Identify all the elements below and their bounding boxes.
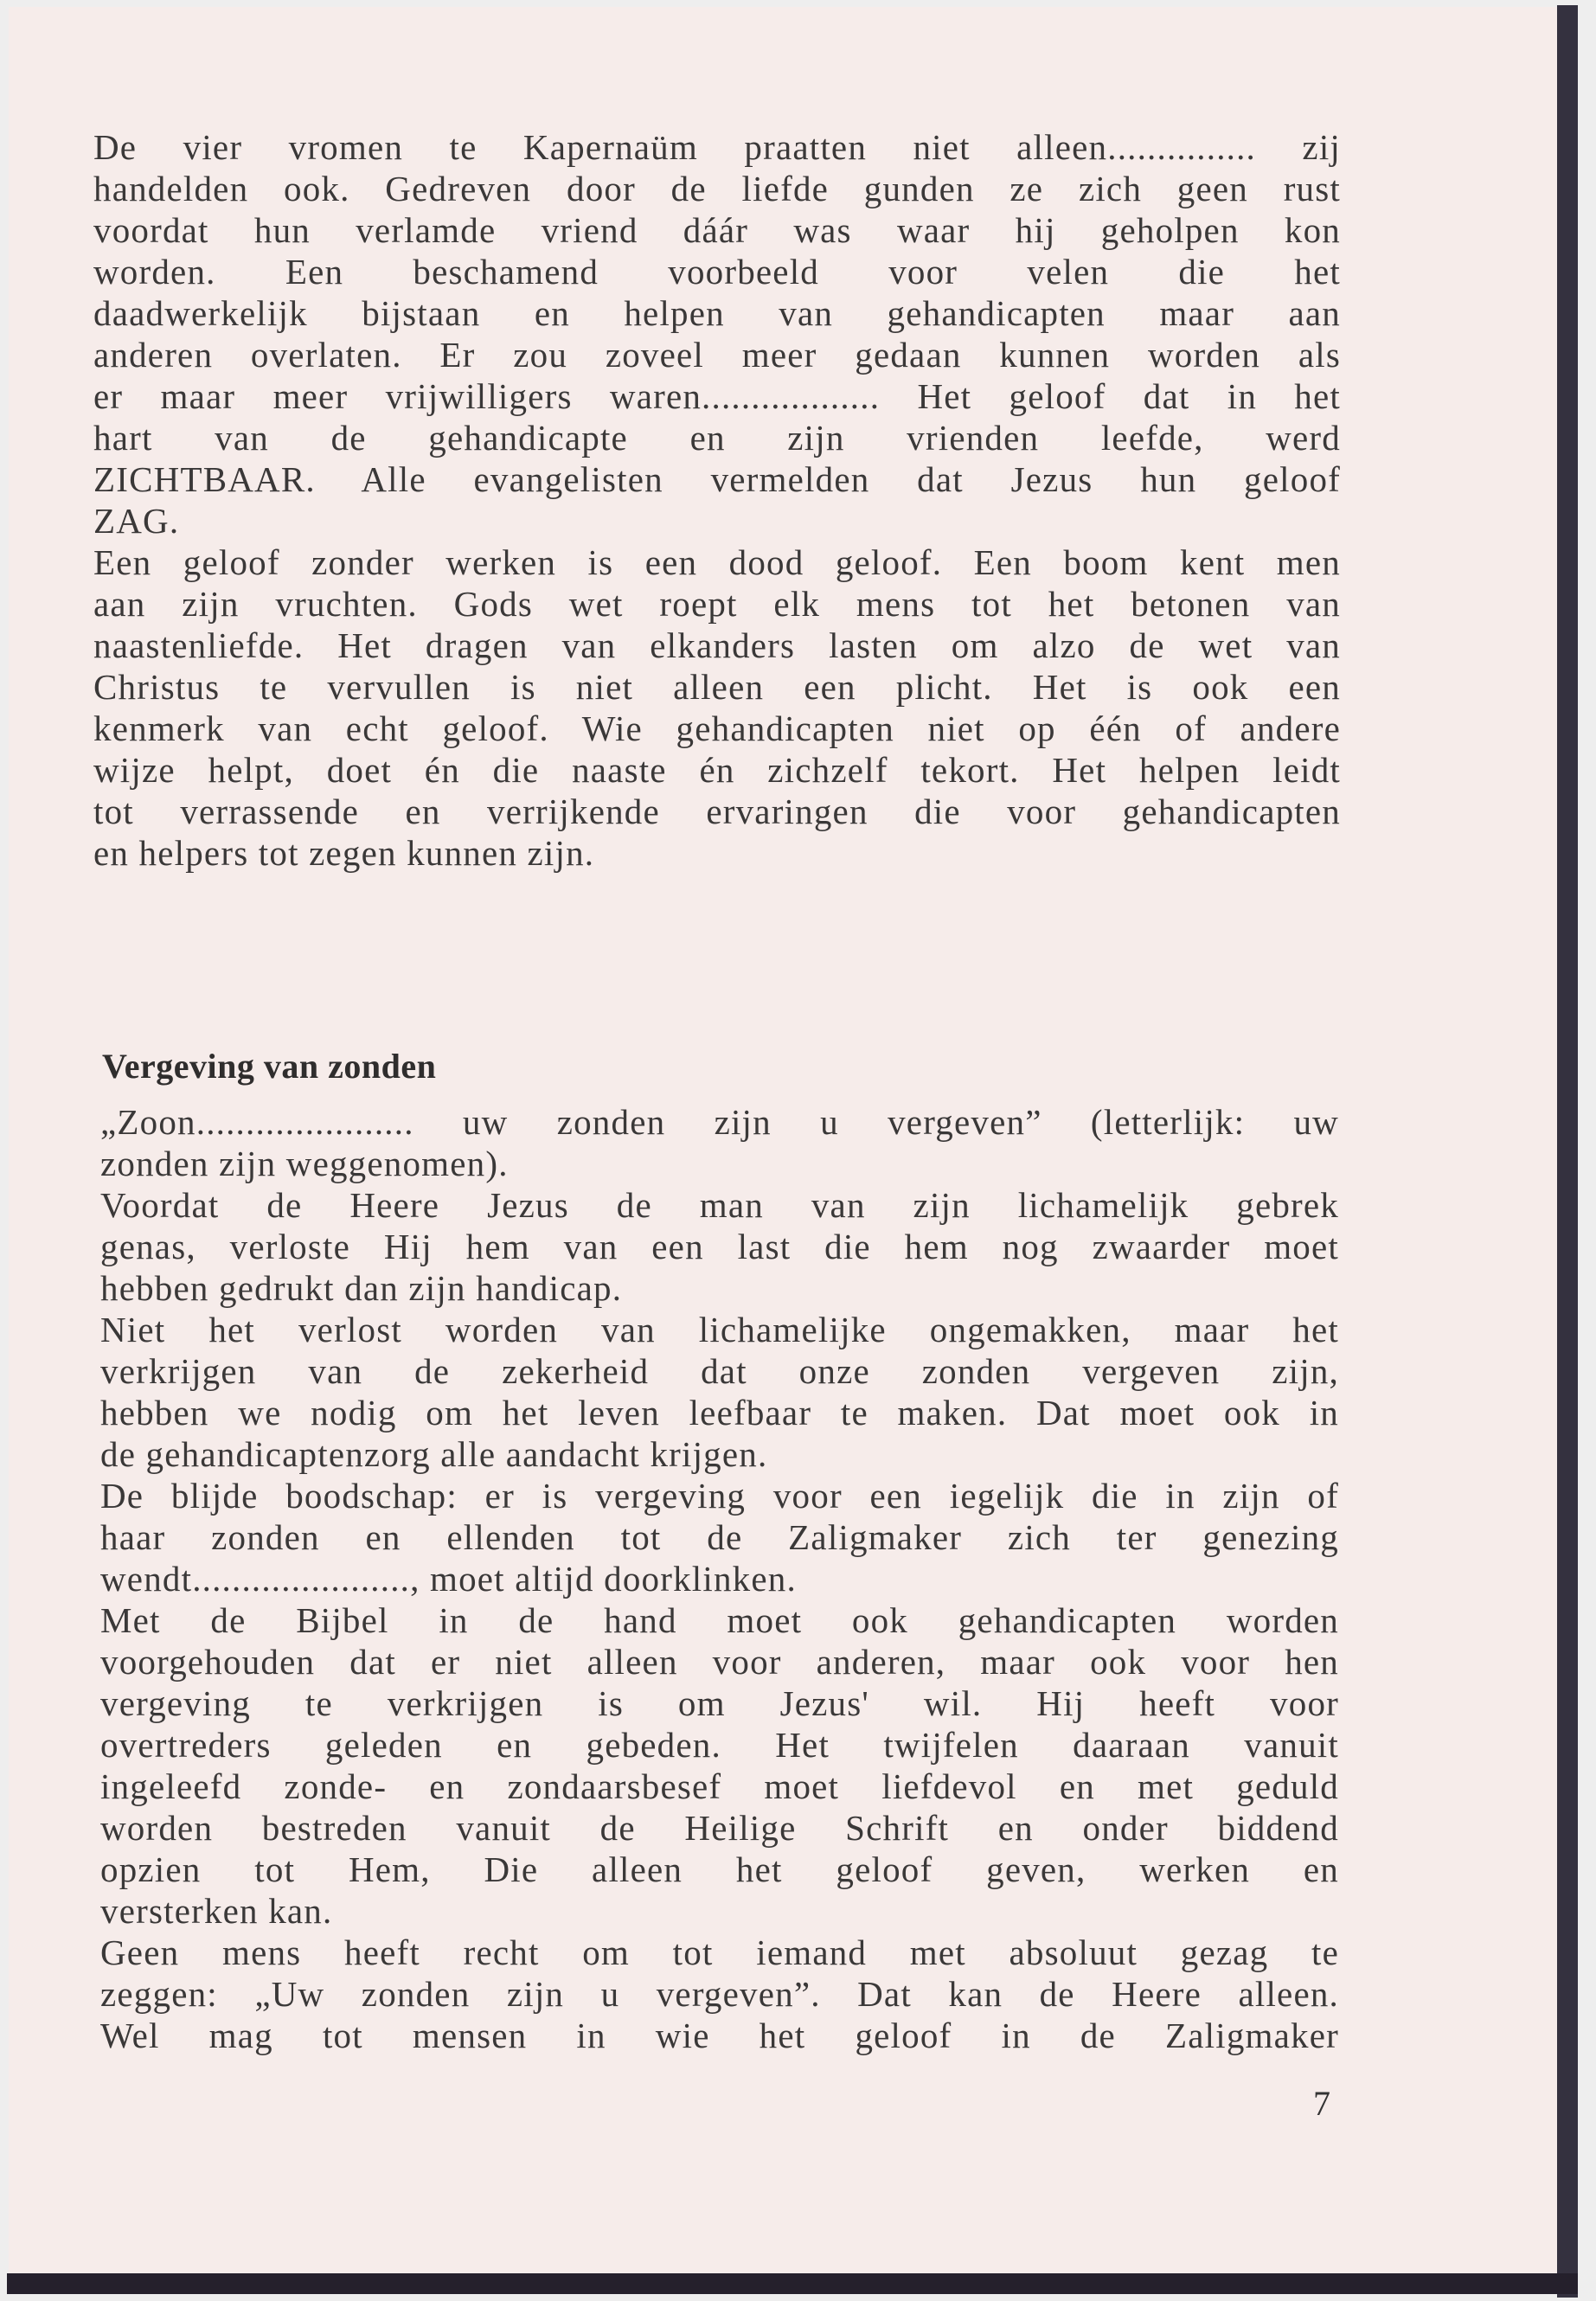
text-line: versterken kan.	[100, 1891, 333, 1931]
text-line: handelden ook. Gedreven door de liefde gunden ze zich geen rust	[93, 169, 1341, 208]
text-line: worden bestreden vanuit de Heilige Schrift en onder biddend	[100, 1808, 1339, 1848]
text-line: aan zijn vruchten. Gods wet roept elk mens tot het betonen van	[93, 584, 1341, 624]
paragraph	[100, 1309, 1339, 1475]
text-line: daadwerkelijk bijstaan en helpen van gehandicapten maar aan	[93, 293, 1341, 333]
text-line: kenmerk van echt geloof. Wie gehandicapten niet op één of andere	[93, 708, 1341, 748]
text-line: voordat hun verlamde vriend dáár was waar hij geholpen kon	[93, 210, 1341, 250]
body-text-section-2	[100, 1101, 1339, 2056]
text-line: haar zonden en ellenden tot de Zaligmaker zich ter genezing	[100, 1517, 1339, 1557]
text-line: naastenliefde. Het dragen van elkanders lasten om alzo de wet van	[93, 625, 1341, 665]
scan-edge-right	[1557, 5, 1578, 2298]
text-line: Met de Bijbel in de hand moet ook gehandicapten worden	[100, 1600, 1339, 1640]
text-line: de gehandicaptenzorg alle aandacht krijgen.	[100, 1434, 768, 1474]
text-line: Geen mens heeft recht om tot iemand met absoluut gezag te	[100, 1932, 1339, 1972]
paragraph	[100, 1184, 1339, 1309]
paragraph	[100, 1932, 1339, 2056]
text-line: opzien tot Hem, Die alleen het geloof geven, werken en	[100, 1849, 1339, 1889]
body-text-section-1	[93, 126, 1341, 874]
text-line: en helpers tot zegen kunnen zijn.	[93, 833, 595, 873]
text-line: Niet het verlost worden van lichamelijke ongemakken, maar het	[100, 1310, 1339, 1349]
text-line: worden. Een beschamend voorbeeld voor velen die het	[93, 252, 1341, 292]
paragraph	[93, 126, 1341, 542]
text-line: Wel mag tot mensen in wie het geloof in de Zaligmaker	[100, 2016, 1339, 2055]
text-line: ZICHTBAAR. Alle evangelisten vermelden dat Jezus hun geloof	[93, 459, 1341, 499]
text-line: De blijde boodschap: er is vergeving voor een iegelijk die in zijn of	[100, 1476, 1339, 1516]
paragraph	[100, 1599, 1339, 1932]
text-line: wijze helpt, doet én die naaste én zichzelf tekort. Het helpen leidt	[93, 750, 1341, 790]
section-heading: Vergeving van zonden	[102, 1047, 437, 1086]
text-line: voorgehouden dat er niet alleen voor anderen, maar ook voor hen	[100, 1642, 1339, 1682]
text-line: genas, verloste Hij hem van een last die hem nog zwaarder moet	[100, 1227, 1339, 1266]
text-line: overtreders geleden en gebeden. Het twijfelen daaraan vanuit	[100, 1725, 1339, 1765]
text-line: er maar meer vrijwilligers waren.................. Het geloof dat in het	[93, 376, 1341, 416]
text-line: „Zoon...................... uw zonden zijn u vergeven” (letterlijk: uw	[100, 1102, 1339, 1142]
text-line: ZAG.	[93, 501, 180, 541]
text-line: zonden zijn weggenomen).	[100, 1144, 509, 1183]
paragraph	[100, 1101, 1339, 1184]
text-line: verkrijgen van de zekerheid dat onze zonden vergeven zijn,	[100, 1351, 1339, 1391]
text-line: De vier vromen te Kapernaüm praatten niet alleen............... zij	[93, 127, 1341, 167]
scan-edge-bottom	[7, 2273, 1578, 2294]
text-line: Voordat de Heere Jezus de man van zijn lichamelijk gebrek	[100, 1185, 1339, 1225]
text-line: ingeleefd zonde- en zondaarsbesef moet liefdevol en met geduld	[100, 1766, 1339, 1806]
text-line: wendt......................, moet altijd doorklinken.	[100, 1559, 797, 1599]
text-line: Christus te vervullen is niet alleen een plicht. Het is ook een	[93, 667, 1341, 707]
paragraph	[100, 1475, 1339, 1599]
text-line: anderen overlaten. Er zou zoveel meer gedaan kunnen worden als	[93, 335, 1341, 375]
text-line: zeggen: „Uw zonden zijn u vergeven”. Dat kan de Heere alleen.	[100, 1974, 1339, 2014]
paragraph	[93, 542, 1341, 874]
text-line: hebben we nodig om het leven leefbaar te maken. Dat moet ook in	[100, 1393, 1339, 1433]
text-line: Een geloof zonder werken is een dood geloof. Een boom kent men	[93, 542, 1341, 582]
text-line: hebben gedrukt dan zijn handicap.	[100, 1268, 623, 1308]
text-line: vergeving te verkrijgen is om Jezus' wil. Hij heeft voor	[100, 1683, 1339, 1723]
text-line: tot verrassende en verrijkende ervaringen die voor gehandicapten	[93, 792, 1341, 831]
text-line: hart van de gehandicapte en zijn vrienden leefde, werd	[93, 418, 1341, 458]
page-number: 7	[1313, 2084, 1330, 2123]
